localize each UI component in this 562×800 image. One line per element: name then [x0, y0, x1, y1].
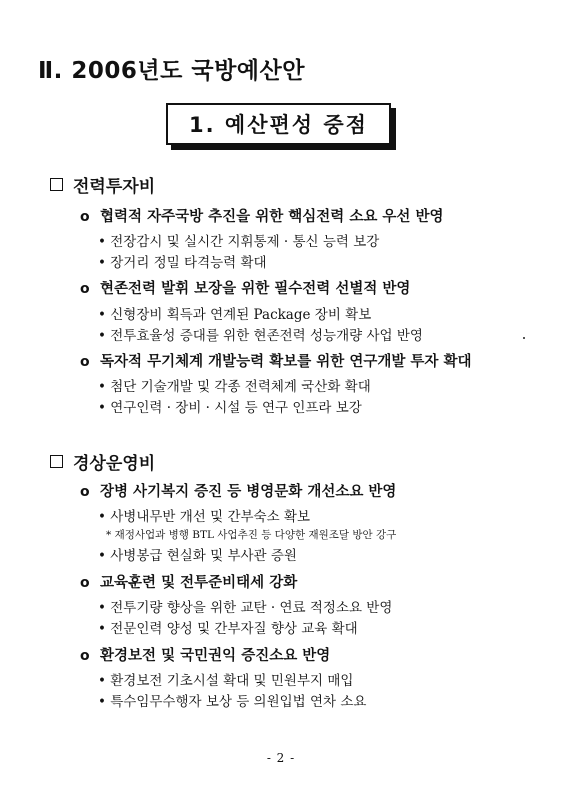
- section-title: 경상운영비: [73, 454, 156, 474]
- item-text: 환경보전 및 국민권익 증진소요 반영: [100, 648, 331, 664]
- item-text: 교육훈련 및 전투준비태세 강화: [100, 575, 298, 591]
- bullet-text: • 사병내무반 개선 및 간부숙소 확보: [98, 509, 310, 525]
- bullet-text: • 환경보전 기초시설 확대 및 민원부지 매입: [98, 673, 354, 689]
- checkbox-icon: [50, 455, 63, 468]
- circle-bullet-icon: o: [80, 354, 90, 370]
- bullet-text: • 전문인력 양성 및 간부자질 향상 교육 확대: [98, 621, 358, 637]
- section-title-box: [166, 103, 391, 145]
- bullet-text: • 전투기량 향상을 위한 교탄 · 연료 적정소요 반영: [98, 600, 393, 616]
- item-text: 장병 사기복지 증진 등 병영문화 개선소요 반영: [100, 484, 397, 500]
- bullet-text: • 장거리 정밀 타격능력 확대: [98, 255, 267, 271]
- bullet-text: • 첨단 기술개발 및 각종 전력체계 국산화 확대: [98, 379, 371, 395]
- item-text: 현존전력 발휘 보장을 위한 필수전력 선별적 반영: [100, 281, 411, 297]
- section-title: 전력투자비: [73, 177, 156, 197]
- scan-speck: [523, 337, 525, 339]
- circle-bullet-icon: o: [80, 281, 90, 297]
- bullet-text: • 신형장비 획득과 연계된 Package 장비 확보: [98, 307, 372, 323]
- circle-bullet-icon: o: [80, 575, 90, 591]
- section-heading-investment: [50, 172, 155, 197]
- list-item: [80, 205, 444, 226]
- page-number: - 2 -: [266, 751, 296, 765]
- list-item: [80, 277, 410, 298]
- checkbox-icon: [50, 178, 63, 191]
- section-title-text: 1. 예산편성 중점: [189, 113, 368, 137]
- note-text: * 재정사업과 병행 BTL 사업추진 등 다양한 재원조달 방안 강구: [106, 529, 397, 541]
- bullet-text: • 특수임무수행자 보상 등 의원입법 연차 소요: [98, 694, 367, 710]
- bullet-text: • 전투효율성 증대를 위한 현존전력 성능개량 사업 반영: [98, 328, 423, 344]
- item-text: 협력적 자주국방 추진을 위한 핵심전력 소요 우선 반영: [100, 209, 444, 225]
- circle-bullet-icon: o: [80, 648, 90, 664]
- bullet-text: • 전장감시 및 실시간 지휘통제 · 통신 능력 보강: [98, 234, 380, 250]
- bullet-text: • 연구인력 · 장비 · 시설 등 연구 인프라 보강: [98, 400, 362, 416]
- circle-bullet-icon: o: [80, 209, 90, 225]
- list-item: [80, 644, 330, 665]
- section-heading-operating: [50, 449, 155, 474]
- circle-bullet-icon: o: [80, 484, 90, 500]
- list-item: [80, 571, 297, 592]
- chapter-heading: Ⅱ. 2006년도 국방예산안: [38, 58, 305, 84]
- bullet-text: • 사병봉급 현실화 및 부사관 증원: [98, 548, 297, 564]
- list-item: [80, 350, 472, 371]
- list-item: [80, 480, 396, 501]
- item-text: 독자적 무기체계 개발능력 확보를 위한 연구개발 투자 확대: [100, 354, 472, 370]
